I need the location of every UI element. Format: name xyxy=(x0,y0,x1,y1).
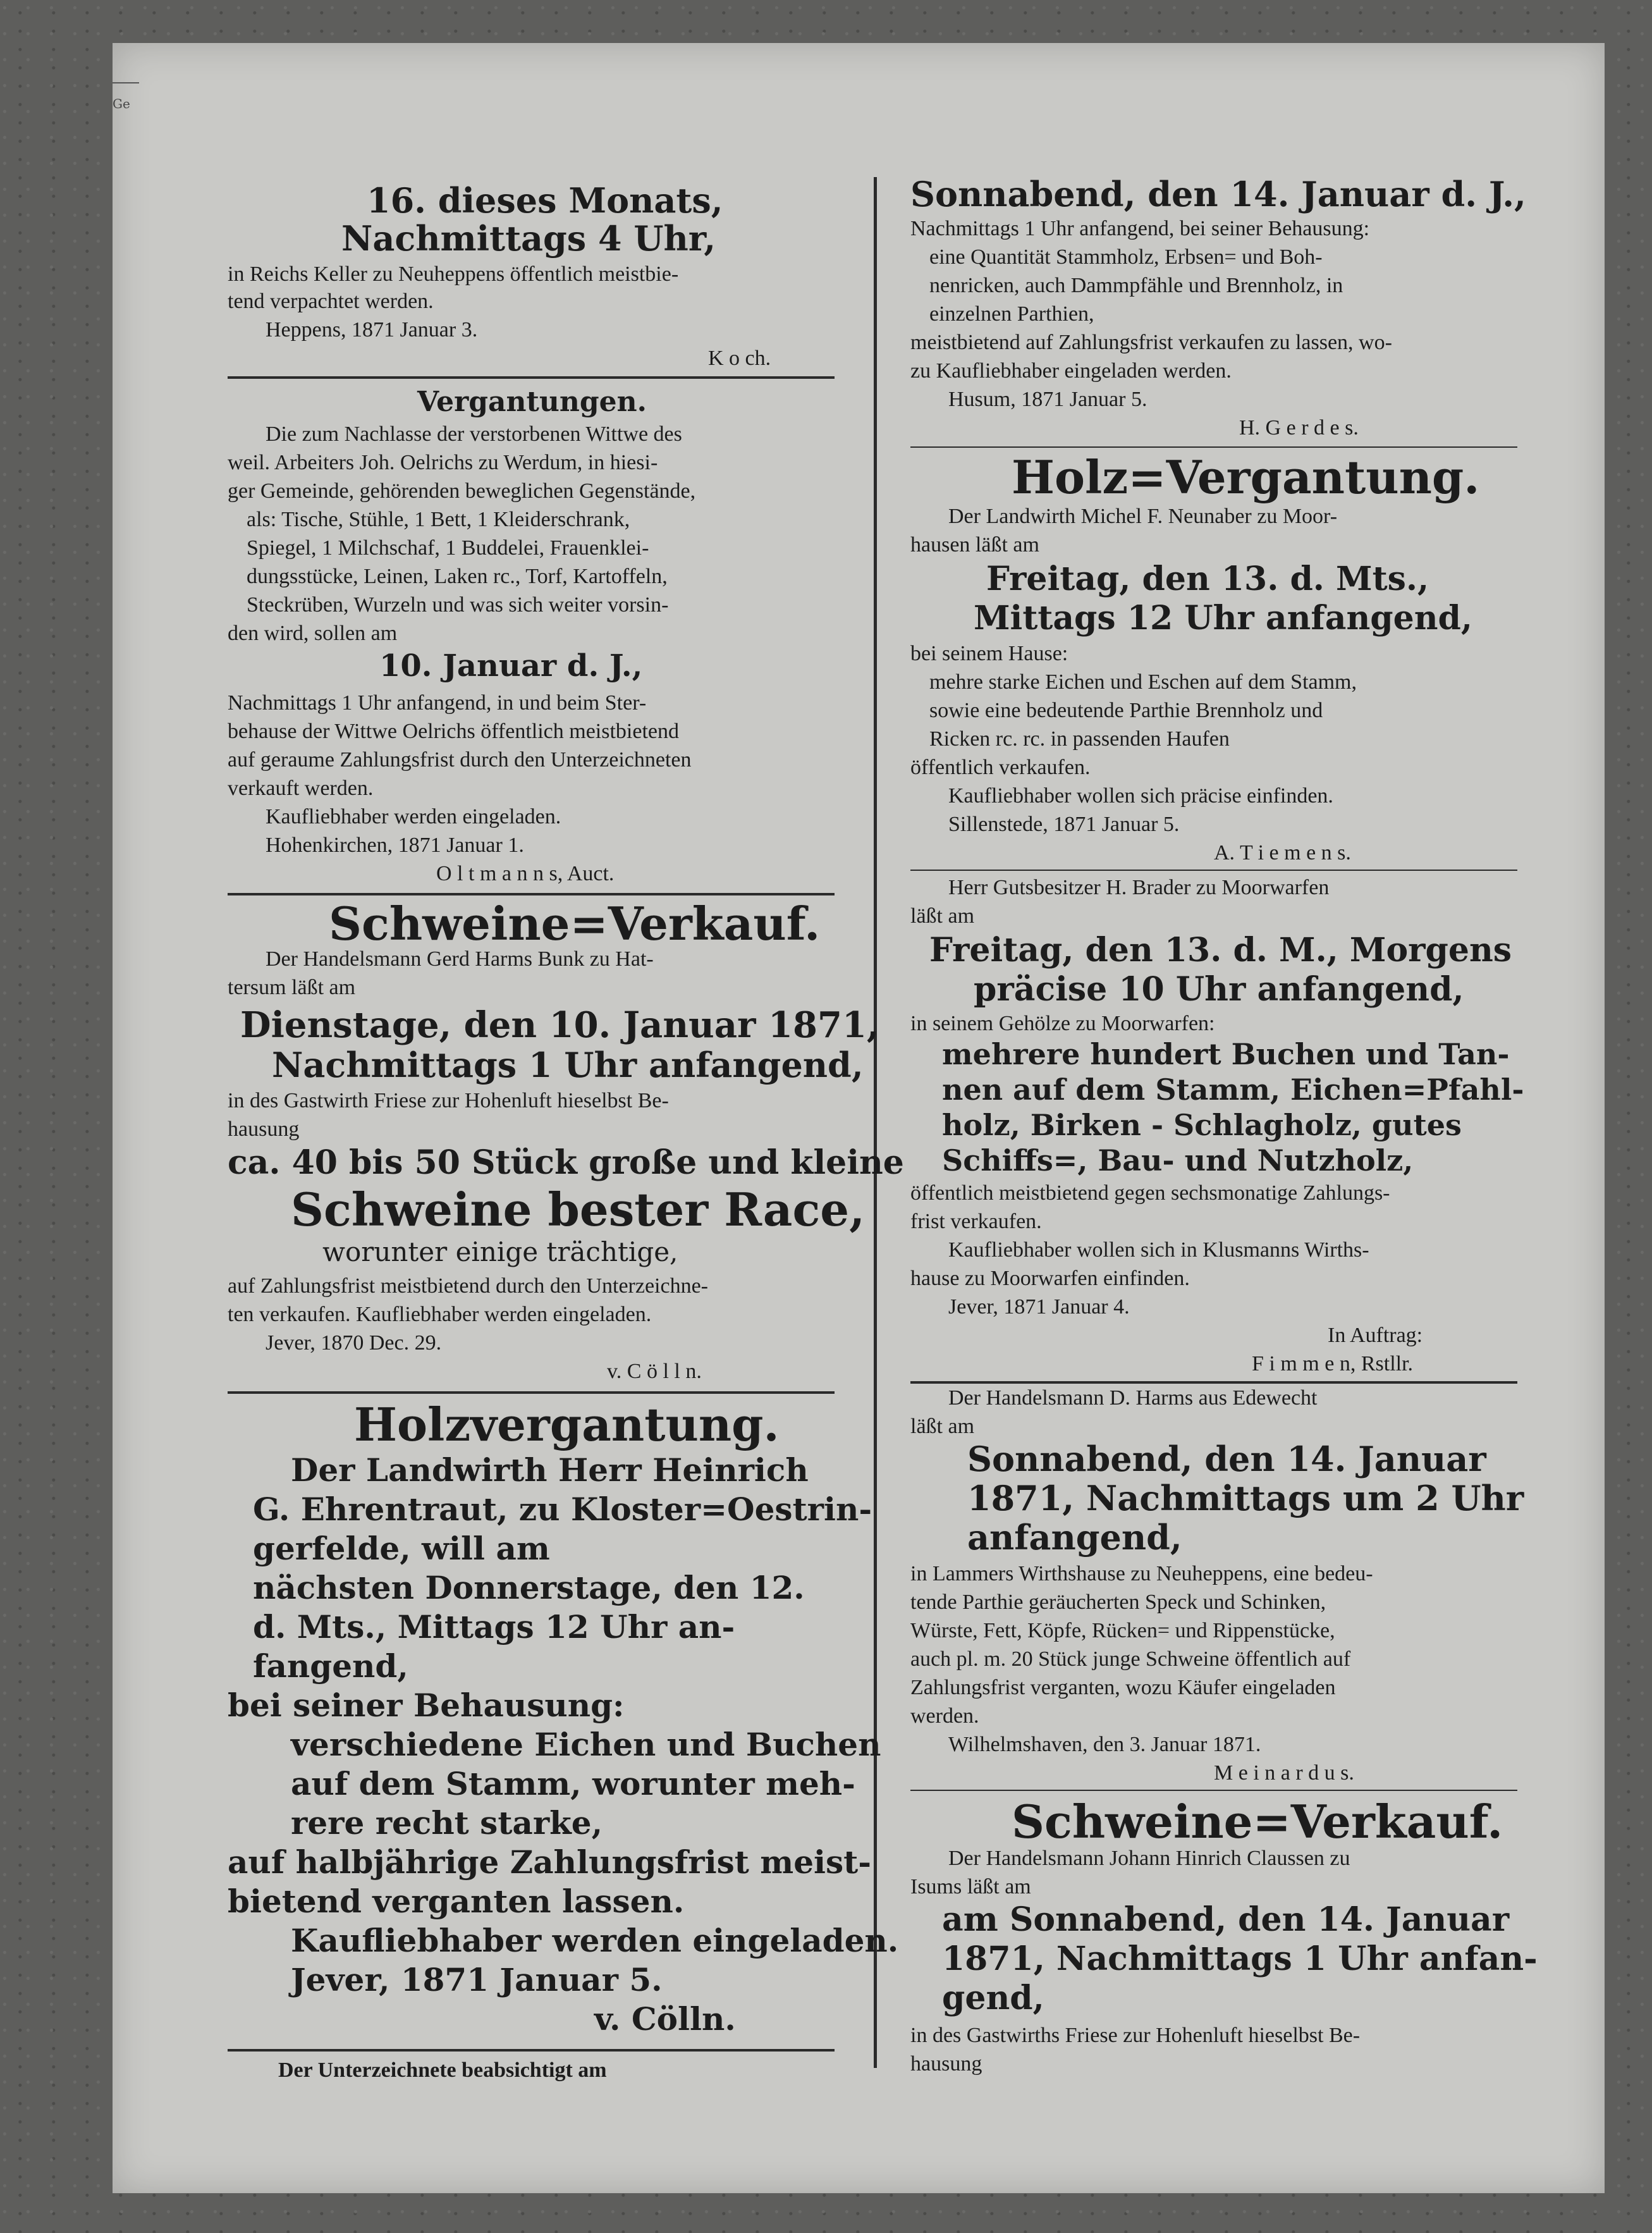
separator xyxy=(228,2049,835,2052)
r4-time: anfangend, xyxy=(967,1517,1182,1558)
ad3-text: hausung xyxy=(228,1117,300,1141)
r3-time: präcise 10 Uhr anfangend, xyxy=(974,970,1464,1009)
ad2-text: ger Gemeinde, gehörenden beweglichen Gegenstände, xyxy=(228,479,696,503)
r3-item: mehrere hundert Buchen und Tan- xyxy=(942,1037,1510,1071)
ad4-text: auf dem Stamm, worunter meh- xyxy=(291,1765,855,1802)
ad2-text: behause der Wittwe Oelrichs öffentlich meistbietend xyxy=(228,720,679,743)
ad4-text: Kaufliebhaber werden eingeladen. xyxy=(291,1922,899,1959)
ad4-signature: v. Cölln. xyxy=(594,2000,736,2038)
ad3-text: tersum läßt am xyxy=(228,976,356,999)
separator xyxy=(228,376,835,379)
ad1-headline-2: Nachmittags 4 Uhr, xyxy=(341,218,716,259)
ad2-text: Spiegel, 1 Milchschaf, 1 Buddelei, Frauenklei- xyxy=(247,536,649,560)
r3-text: läßt am xyxy=(910,904,975,928)
ad4-date: nächsten Donnerstage, den 12. xyxy=(253,1569,805,1606)
ad4-text: G. Ehrentraut, zu Kloster=Oestrin- xyxy=(253,1491,872,1528)
ad3-text: in des Gastwirth Friese zur Hohenluft hieselbst Be- xyxy=(228,1089,669,1112)
r3-item: Schiffs=, Bau- und Nutzholz, xyxy=(942,1143,1414,1178)
r5-text: hausung xyxy=(910,2052,982,2076)
separator xyxy=(910,1790,1517,1791)
r2-text: mehre starke Eichen und Eschen auf dem Stamm, xyxy=(929,670,1357,694)
r4-text: Der Handelsmann D. Harms aus Edewecht xyxy=(948,1386,1318,1410)
r4-text: läßt am xyxy=(910,1415,975,1438)
r2-text: bei seinem Hause: xyxy=(910,642,1068,665)
ad3-place-date: Jever, 1870 Dec. 29. xyxy=(266,1331,442,1355)
r3-item: nen auf dem Stamm, Eichen=Pfahl- xyxy=(942,1073,1524,1107)
separator xyxy=(910,446,1517,448)
r3-text: öffentlich meistbietend gegen sechsmonatige Zahlungs- xyxy=(910,1181,1390,1205)
ad3-signature: v. C ö l l n. xyxy=(607,1360,702,1383)
ad2-text: Nachmittags 1 Uhr anfangend, in und beim Ster- xyxy=(228,691,647,715)
ad4-text: auf halbjährige Zahlungsfrist meist- xyxy=(228,1843,871,1881)
r4-text: Würste, Fett, Köpfe, Rücken= und Rippenstücke, xyxy=(910,1619,1335,1642)
column-divider xyxy=(874,177,877,2068)
ad4-time: d. Mts., Mittags 12 Uhr an- xyxy=(253,1608,735,1646)
ad2-date: 10. Januar d. J., xyxy=(379,648,643,684)
r4-text: werden. xyxy=(910,1704,979,1728)
ad2-text: weil. Arbeiters Joh. Oelrichs zu Werdum, in hiesi- xyxy=(228,451,658,474)
r2-text: Der Landwirth Michel F. Neunaber zu Moor- xyxy=(948,505,1338,528)
ad3-date: Dienstage, den 10. Januar 1871, xyxy=(240,1004,879,1046)
r2-heading: Holz=Vergantung. xyxy=(1012,450,1480,504)
r2-place-date: Sillenstede, 1871 Januar 5. xyxy=(948,813,1180,836)
ad2-text: dungsstücke, Leinen, Laken rc., Torf, Kartoffeln, xyxy=(247,565,668,588)
r2-text: sowie eine bedeutende Parthie Brennholz und xyxy=(929,699,1323,722)
separator xyxy=(910,1381,1517,1384)
ad3-heading: Schweine=Verkauf. xyxy=(329,897,821,950)
separator xyxy=(228,893,835,895)
r1-text: nenricken, auch Dammpfähle und Brennholz, in xyxy=(929,274,1343,297)
r5-text: in des Gastwirths Friese zur Hohenluft hieselbst Be- xyxy=(910,2024,1361,2047)
ad2-text: den wird, sollen am xyxy=(228,622,398,645)
ad4-text: verschiedene Eichen und Buchen xyxy=(291,1726,881,1763)
ad3-text: ten verkaufen. Kaufliebhaber werden eingeladen. xyxy=(228,1303,652,1326)
margin-fragment xyxy=(113,82,139,191)
ad4-heading: Holzvergantung. xyxy=(354,1398,780,1451)
r1-signature: H. G e r d e s. xyxy=(1239,416,1359,440)
ad4-text: bei seiner Behausung: xyxy=(228,1687,625,1724)
ad3-note: worunter einige trächtige, xyxy=(322,1236,678,1267)
r3-text: Kaufliebhaber wollen sich in Klusmanns Wirths- xyxy=(948,1238,1369,1262)
ad4-text: fangend, xyxy=(253,1647,408,1685)
ad3-text: auf Zahlungsfrist meistbietend durch den Unterzeichne- xyxy=(228,1274,709,1298)
r3-item: holz, Birken - Schlagholz, gutes xyxy=(942,1108,1462,1142)
ad4-place-date: Jever, 1871 Januar 5. xyxy=(291,1961,663,1998)
margin-text: Ge xyxy=(113,96,130,111)
ad2-signature: O l t m a n n s, Auct. xyxy=(436,862,615,885)
r1-text: eine Quantität Stammholz, Erbsen= und Boh- xyxy=(929,245,1323,269)
r3-signature: F i m m e n, Rstllr. xyxy=(1252,1352,1414,1375)
r4-text: Zahlungsfrist verganten, wozu Käufer eingeladen xyxy=(910,1676,1336,1699)
r4-signature: M e i n a r d u s. xyxy=(1214,1761,1354,1785)
r1-text: zu Kaufliebhaber eingeladen werden. xyxy=(910,359,1232,383)
r2-text: hausen läßt am xyxy=(910,533,1039,557)
r4-text: tende Parthie geräucherten Speck und Schinken, xyxy=(910,1590,1326,1614)
r4-place-date: Wilhelmshaven, den 3. Januar 1871. xyxy=(948,1733,1261,1756)
r4-time: 1871, Nachmittags um 2 Uhr xyxy=(967,1478,1524,1518)
separator xyxy=(910,870,1517,871)
r2-date: Freitag, den 13. d. Mts., xyxy=(986,560,1429,598)
r4-text: auch pl. m. 20 Stück junge Schweine öffentlich auf xyxy=(910,1647,1351,1671)
ad2-text: Steckrüben, Wurzeln und was sich weiter vorsin- xyxy=(247,593,669,617)
r3-place-date: Jever, 1871 Januar 4. xyxy=(948,1295,1130,1319)
ad2-text: verkauft werden. xyxy=(228,777,374,800)
r1-text: einzelnen Parthien, xyxy=(929,302,1094,326)
ad3-text: Der Handelsmann Gerd Harms Bunk zu Hat- xyxy=(266,947,654,971)
r2-signature: A. T i e m e n s. xyxy=(1214,841,1351,864)
r3-date: Freitag, den 13. d. M., Morgens xyxy=(929,931,1512,969)
ad1-text: tend verpachtet werden. xyxy=(228,290,434,313)
ad3-item: ca. 40 bis 50 Stück große und kleine xyxy=(228,1143,904,1182)
ad2-text: Die zum Nachlasse der verstorbenen Wittwe des xyxy=(266,422,682,446)
r3-text: frist verkaufen. xyxy=(910,1210,1042,1233)
ad1-place-date: Heppens, 1871 Januar 3. xyxy=(266,318,478,341)
r1-date: Sonnabend, den 14. Januar d. J., xyxy=(910,174,1526,214)
r4-text: in Lammers Wirthshause zu Neuheppens, eine bedeu- xyxy=(910,1562,1373,1585)
r1-place-date: Husum, 1871 Januar 5. xyxy=(948,388,1147,411)
ad2-text: Kaufliebhaber werden eingeladen. xyxy=(266,805,561,828)
r2-time: Mittags 12 Uhr anfangend, xyxy=(974,599,1472,637)
r2-text: Kaufliebhaber wollen sich präcise einfinden. xyxy=(948,784,1333,808)
r5-text: Isums läßt am xyxy=(910,1875,1031,1898)
r3-text: hause zu Moorwarfen einfinden. xyxy=(910,1267,1190,1290)
ad2-text: als: Tische, Stühle, 1 Bett, 1 Kleiderschrank, xyxy=(247,508,630,531)
ad5-text: Der Unterzeichnete beabsichtigt am xyxy=(278,2058,607,2082)
ad4-text: gerfelde, will am xyxy=(253,1530,550,1567)
ad2-heading: Vergantungen. xyxy=(417,386,647,418)
r1-text: Nachmittags 1 Uhr anfangend, bei seiner Behausung: xyxy=(910,217,1370,240)
ad1-text: in Reichs Keller zu Neuheppens öffentlich meistbie- xyxy=(228,262,679,286)
r5-date: am Sonnabend, den 14. Januar xyxy=(942,1900,1510,1939)
r4-date: Sonnabend, den 14. Januar xyxy=(967,1439,1486,1479)
r2-text: Ricken rc. rc. in passenden Haufen xyxy=(929,727,1230,751)
separator xyxy=(228,1391,835,1394)
r2-text: öffentlich verkaufen. xyxy=(910,756,1091,779)
r5-time: 1871, Nachmittags 1 Uhr anfan- xyxy=(942,1940,1538,1978)
ad3-time: Nachmittags 1 Uhr anfangend, xyxy=(272,1045,864,1085)
ad2-place-date: Hohenkirchen, 1871 Januar 1. xyxy=(266,834,524,857)
ad1-headline-1: 16. dieses Monats, xyxy=(367,180,723,221)
ad1-signature: K o ch. xyxy=(708,347,771,370)
r1-text: meistbietend auf Zahlungsfrist verkaufen zu lassen, wo- xyxy=(910,331,1392,354)
r3-text: Herr Gutsbesitzer H. Brader zu Moorwarfen xyxy=(948,876,1330,899)
ad2-text: auf geraume Zahlungsfrist durch den Unterzeichneten xyxy=(228,748,692,772)
r3-text: in seinem Gehölze zu Moorwarfen: xyxy=(910,1012,1215,1035)
ad4-text: bietend verganten lassen. xyxy=(228,1883,685,1920)
r5-time: gend, xyxy=(942,1979,1044,2017)
r5-heading: Schweine=Verkauf. xyxy=(1012,1795,1503,1849)
ad4-text: Der Landwirth Herr Heinrich xyxy=(291,1451,809,1489)
ad4-text: rere recht starke, xyxy=(291,1804,603,1842)
r3-note: In Auftrag: xyxy=(1328,1324,1423,1347)
ad3-item-large: Schweine bester Race, xyxy=(291,1183,866,1236)
r5-text: Der Handelsmann Johann Hinrich Claussen zu xyxy=(948,1847,1350,1870)
